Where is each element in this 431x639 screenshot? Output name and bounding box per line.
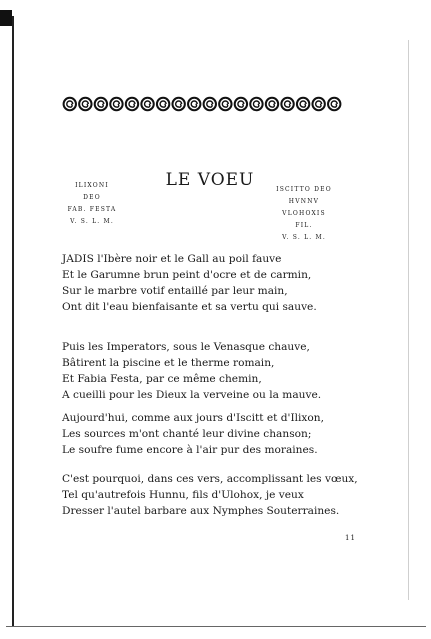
ornament-scroll-icon (172, 98, 184, 110)
ornament-scroll-icon (188, 98, 200, 110)
dedication-right-line: ISCITTO DEO (276, 186, 332, 193)
verse-line: Bâtirent la piscine et le therme romain, (62, 357, 275, 369)
ornament-scroll-icon (219, 98, 231, 110)
verse-line: Ont dit l'eau bienfaisante et sa vertu qui sauve. (62, 301, 317, 313)
ornament-scroll-icon (328, 98, 340, 110)
ornament-scroll-icon (281, 98, 293, 110)
corner-mark (0, 10, 12, 26)
verse-line: Sur le marbre votif entaillé par leur main, (62, 285, 288, 297)
verse-line: Les sources m'ont chanté leur divine chanson; (62, 428, 312, 440)
verse-line: Aujourd'hui, comme aux jours d'Iscitt et d'Ilixon, (62, 412, 324, 424)
ornament-scroll-icon (235, 98, 247, 110)
page-number: 11 (345, 534, 356, 542)
ornament-scroll-icon (110, 98, 122, 110)
left-binding-edge (12, 16, 14, 626)
stanza-2 (62, 339, 362, 403)
dedication-left-line: V. S. L. M. (70, 218, 114, 225)
verse-line: Et Fabia Festa, par ce même chemin, (62, 373, 262, 385)
dedication-left (52, 180, 132, 228)
bottom-page-edge (6, 626, 426, 627)
right-page-edge (408, 40, 409, 600)
ornament-scroll-icon (126, 98, 138, 110)
dedication-right-line: HVNNV (288, 198, 320, 205)
ornament-scroll-icon (266, 98, 278, 110)
verse-line: Puis les Imperators, sous le Venasque chauve, (62, 341, 310, 353)
dedication-left-line: DEO (83, 194, 101, 201)
dedication-left-line: FAB. FESTA (67, 206, 117, 213)
verse-line: C'est pourquoi, dans ces vers, accomplissant les vœux, (62, 473, 358, 485)
ornament-scroll-icon (141, 98, 153, 110)
ornament-scroll-icon (250, 98, 262, 110)
ornament-scroll-icon (157, 98, 169, 110)
verse-line: Dresser l'autel barbare aux Nymphes Souterraines. (62, 505, 340, 517)
ornament-scroll-icon (204, 98, 216, 110)
ornament-band (62, 95, 342, 113)
dedication-left-line: ILIXONI (75, 182, 109, 189)
stanza-1 (62, 251, 362, 315)
ornament-scroll-icon (64, 98, 76, 110)
verse-line: Et le Garumne brun peint d'ocre et de carmin, (62, 269, 312, 281)
verse-line: Tel qu'autrefois Hunnu, fils d'Ulohox, je veux (62, 489, 304, 501)
verse-line: A cueilli pour les Dieux la verveine ou la mauve. (62, 389, 322, 401)
stanza-4 (62, 471, 362, 519)
dedication-right-line: V. S. L. M. (282, 234, 326, 241)
dedication-right-line: VLOHOXIS (282, 210, 326, 217)
ornament-scroll-icon (95, 98, 107, 110)
dedication-right (262, 184, 346, 244)
poem-title: LE VOEU (165, 170, 255, 190)
ornament-scroll-icon (297, 98, 309, 110)
dedication-right-line: FIL. (295, 222, 313, 229)
verse-line: Le soufre fume encore à l'air pur des moraines. (62, 444, 318, 456)
stanza-3 (62, 410, 362, 458)
ornament-scroll-icon (79, 98, 91, 110)
verse-line: JADIS l'Ibère noir et le Gall au poil fauve (62, 253, 282, 265)
ornament-scroll-icon (312, 98, 324, 110)
